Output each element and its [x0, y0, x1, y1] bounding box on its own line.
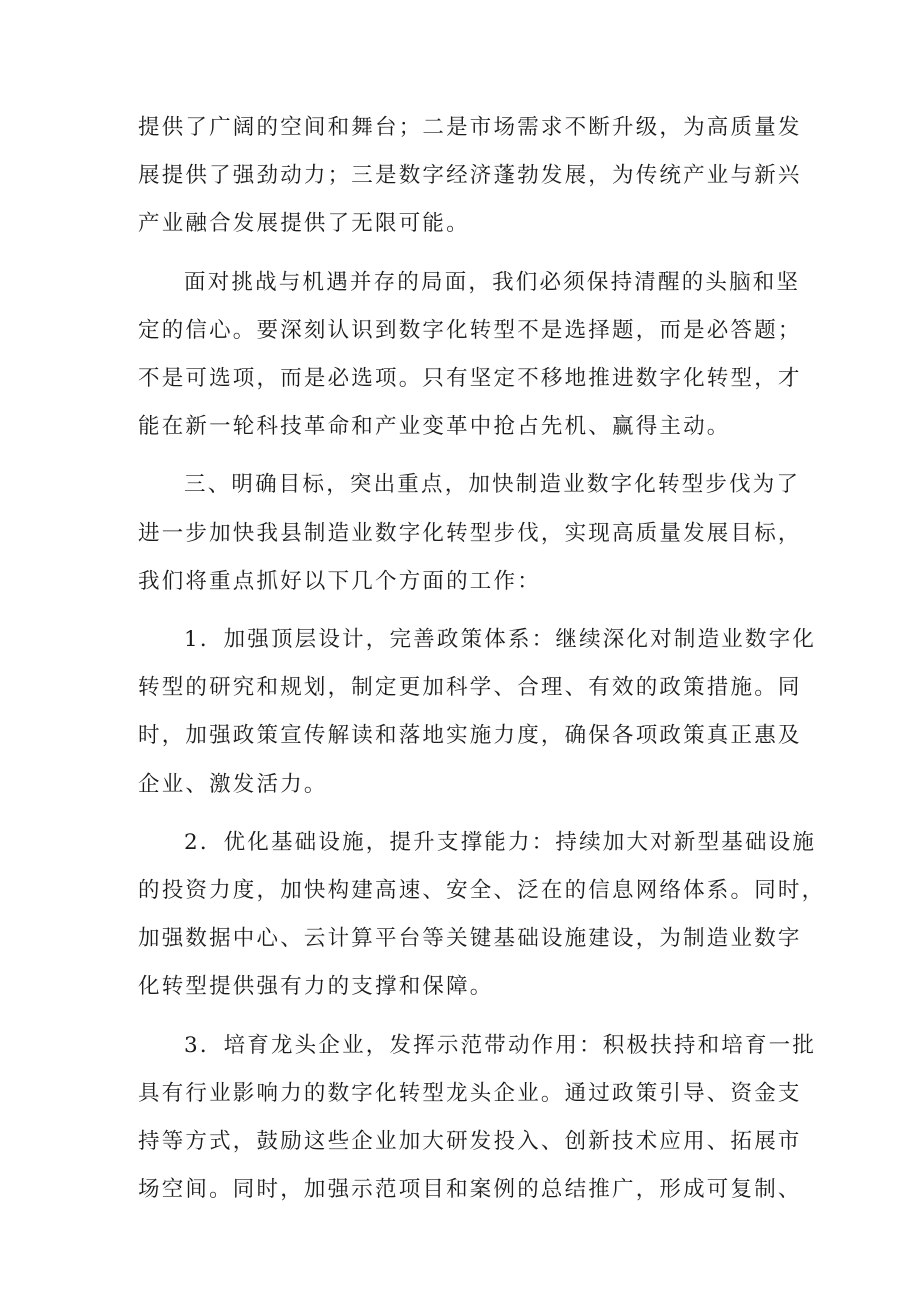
paragraph-2: [138, 259, 802, 452]
text-line: 持等方式，鼓励这些企业加大研发投入、创新技术应用、拓展市: [138, 1129, 802, 1155]
paragraph-5-item-2: [138, 819, 826, 1012]
text-line: 1．加强顶层设计，完善政策体系：继续深化对制造业数字化: [184, 627, 817, 653]
text-line: 三、明确目标，突出重点，加快制造业数字化转型步伐为了: [184, 472, 801, 498]
text-line: 不是可选项，而是必选项。只有坚定不移地推进数字化转型，才: [138, 366, 802, 392]
text-line: 加强数据中心、云计算平台等关键基础设施建设，为制造业数字: [138, 926, 802, 952]
text-line: 转型的研究和规划，制定更加科学、合理、有效的政策措施。同: [138, 675, 802, 701]
paragraph-3-section-heading: [138, 461, 802, 606]
text-line: 展提供了强劲动力；三是数字经济蓬勃发展，为传统产业与新兴: [138, 163, 802, 189]
text-line: 面对挑战与机遇并存的局面，我们必须保持清醒的头脑和坚: [184, 269, 801, 295]
text-line: 具有行业影响力的数字化转型龙头企业。通过政策引导、资金支: [138, 1080, 802, 1106]
text-line: 时，加强政策宣传解读和落地实施力度，确保各项政策真正惠及: [138, 723, 802, 749]
document-body: [138, 104, 826, 1214]
paragraph-4-item-1: [138, 616, 817, 809]
text-line: 2．优化基础设施，提升支撑能力：持续加大对新型基础设施: [184, 829, 817, 855]
paragraph-1: [138, 104, 802, 249]
text-line: 我们将重点抓好以下几个方面的工作：: [138, 568, 541, 594]
text-line: 企业、激发活力。: [138, 771, 328, 797]
text-line: 场空间。同时，加强示范项目和案例的总结推广，形成可复制、: [138, 1177, 802, 1203]
text-line: 化转型提供强有力的支撑和保障。: [138, 974, 494, 1000]
text-line: 定的信心。要深刻认识到数字化转型不是选择题，而是必答题；: [138, 317, 802, 343]
text-line: 能在新一轮科技革命和产业变革中抢占先机、赢得主动。: [138, 414, 731, 440]
text-line: 进一步加快我县制造业数字化转型步伐，实现高质量发展目标，: [138, 520, 802, 546]
text-line: 提供了广阔的空间和舞台；二是市场需求不断升级，为高质量发: [138, 115, 802, 140]
paragraph-6-item-3: [138, 1022, 817, 1215]
text-line: 产业融合发展提供了无限可能。: [138, 211, 470, 237]
text-line: 3．培育龙头企业，发挥示范带动作用：积极扶持和培育一批: [184, 1032, 817, 1058]
text-line: 的投资力度，加快构建高速、安全、泛在的信息网络体系。同时，: [138, 878, 826, 904]
